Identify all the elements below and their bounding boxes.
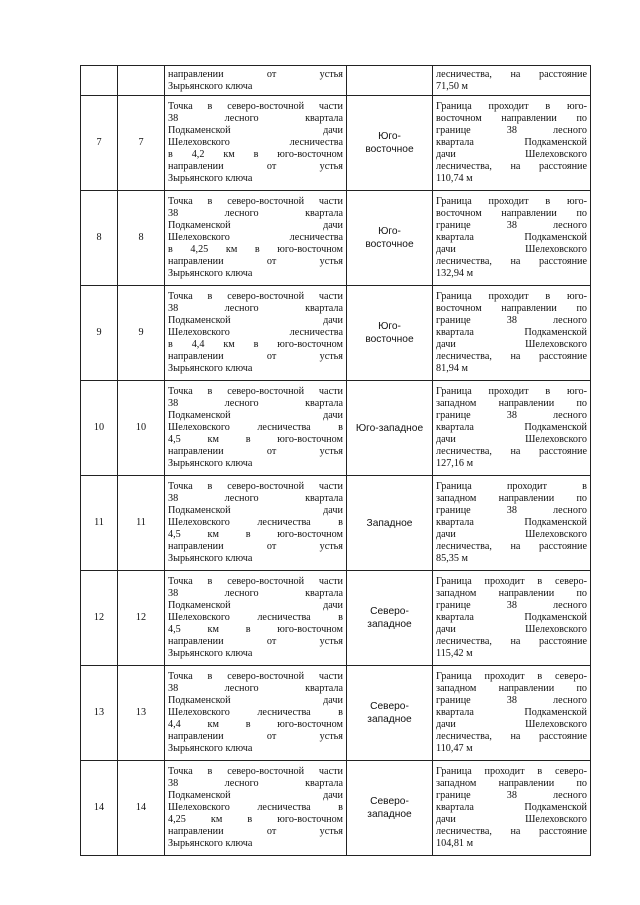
- text-line: Граница проходит в юго-: [436, 291, 587, 303]
- text-line: дачи Шелеховского: [436, 718, 587, 730]
- text-line: дачи Шелеховского: [436, 243, 587, 255]
- text-line: Шелеховского лесничества: [168, 137, 343, 149]
- text-line: лесничества, на расстояние: [436, 730, 587, 742]
- boundary-description-cell: [433, 761, 591, 856]
- boundary-description-cell: [433, 571, 591, 666]
- text-line: направлении от устья: [168, 68, 343, 80]
- text-line: направлении от устья: [168, 635, 343, 647]
- table-row: [81, 666, 591, 761]
- text-line: Точка в северо-восточной части: [168, 766, 343, 778]
- text-line: Граница проходит в юго-: [436, 196, 587, 208]
- text-line: в 4,25 км в юго-восточном: [168, 243, 343, 255]
- text-line: дачи Шелеховского: [436, 813, 587, 825]
- boundary-description-cell: [433, 96, 591, 191]
- text-line: границе 38 лесного: [436, 410, 587, 422]
- direction-label: западное: [367, 619, 412, 630]
- direction-label: восточное: [365, 144, 414, 155]
- text-line: 38 лесного квартала: [168, 778, 343, 790]
- direction-cell: [347, 66, 433, 96]
- direction-label: восточное: [365, 239, 414, 250]
- text-line: направлении от устья: [168, 730, 343, 742]
- text-line: Зырьянского ключа: [168, 647, 253, 659]
- text-line: 38 лесного квартала: [168, 683, 343, 695]
- text-line: квартала Подкаменской: [436, 802, 587, 814]
- text-line: лесничества, на расстояние: [436, 540, 587, 552]
- text-line: западном направлении по: [436, 683, 587, 695]
- point-number-cell: 12: [118, 571, 165, 666]
- direction-label: Северо-: [370, 606, 409, 617]
- text-line: квартала Подкаменской: [436, 232, 587, 244]
- point-number-cell: 7: [118, 96, 165, 191]
- text-line: 81,94 м: [436, 362, 468, 374]
- point-number-cell: 9: [118, 286, 165, 381]
- text-line: западном направлении по: [436, 588, 587, 600]
- point-number-cell: 8: [81, 191, 118, 286]
- table-row: [81, 66, 591, 96]
- text-line: Точка в северо-восточной части: [168, 576, 343, 588]
- point-number-cell: 9: [81, 286, 118, 381]
- table-row: [81, 286, 591, 381]
- text-line: 110,74 м: [436, 172, 473, 184]
- text-line: Шелеховского лесничества в: [168, 802, 343, 814]
- text-line: 4,4 км в юго-восточном: [168, 718, 343, 730]
- text-line: Точка в северо-восточной части: [168, 101, 343, 113]
- text-line: лесничества, на расстояние: [436, 825, 587, 837]
- text-line: Подкаменской дачи: [168, 410, 343, 422]
- text-line: квартала Подкаменской: [436, 517, 587, 529]
- text-line: 38 лесного квартала: [168, 398, 343, 410]
- direction-label: западное: [367, 809, 412, 820]
- text-line: дачи Шелеховского: [436, 528, 587, 540]
- text-line: границе 38 лесного: [436, 790, 587, 802]
- text-line: Подкаменской дачи: [168, 790, 343, 802]
- text-line: восточном направлении по: [436, 303, 587, 315]
- table-body: [81, 66, 591, 856]
- point-number-cell: [118, 66, 165, 96]
- text-line: направлении от устья: [168, 540, 343, 552]
- text-line: Зырьянского ключа: [168, 457, 253, 469]
- direction-label: Юго-: [378, 131, 401, 142]
- text-line: Шелеховского лесничества: [168, 232, 343, 244]
- text-line: Точка в северо-восточной части: [168, 386, 343, 398]
- text-line: Зырьянского ключа: [168, 172, 253, 184]
- direction-label: западное: [367, 714, 412, 725]
- direction-label: Юго-: [378, 321, 401, 332]
- direction-cell: [347, 571, 433, 666]
- text-line: восточном направлении по: [436, 208, 587, 220]
- text-line: Граница проходит в юго-: [436, 101, 587, 113]
- direction-cell: [347, 666, 433, 761]
- point-description-cell: [165, 761, 347, 856]
- text-line: лесничества, на расстояние: [436, 350, 587, 362]
- text-line: дачи Шелеховского: [436, 338, 587, 350]
- text-line: лесничества, на расстояние: [436, 160, 587, 172]
- text-line: западном направлении по: [436, 398, 587, 410]
- boundary-description-cell: [433, 66, 591, 96]
- text-line: Подкаменской дачи: [168, 315, 343, 327]
- text-line: Подкаменской дачи: [168, 220, 343, 232]
- point-description-cell: [165, 96, 347, 191]
- boundary-description-cell: [433, 476, 591, 571]
- text-line: Зырьянского ключа: [168, 837, 253, 849]
- text-line: 71,50 м: [436, 80, 468, 92]
- text-line: Шелеховского лесничества в: [168, 517, 343, 529]
- text-line: квартала Подкаменской: [436, 707, 587, 719]
- text-line: направлении от устья: [168, 160, 343, 172]
- text-line: квартала Подкаменской: [436, 137, 587, 149]
- table-row: [81, 761, 591, 856]
- text-line: границе 38 лесного: [436, 505, 587, 517]
- text-line: Точка в северо-восточной части: [168, 671, 343, 683]
- text-line: Граница проходит в северо-: [436, 766, 587, 778]
- table-row: [81, 191, 591, 286]
- point-description-cell: [165, 286, 347, 381]
- point-number-cell: [81, 66, 118, 96]
- direction-label: Западное: [366, 517, 413, 529]
- text-line: Зырьянского ключа: [168, 362, 253, 374]
- text-line: Точка в северо-восточной части: [168, 291, 343, 303]
- direction-cell: [347, 761, 433, 856]
- direction-label: восточное: [365, 334, 414, 345]
- text-line: 110,47 м: [436, 742, 473, 754]
- boundary-points-table: [80, 65, 591, 856]
- text-line: границе 38 лесного: [436, 315, 587, 327]
- boundary-description-cell: [433, 666, 591, 761]
- point-number-cell: 10: [81, 381, 118, 476]
- direction-label: Юго-западное: [355, 422, 424, 434]
- point-description-cell: [165, 381, 347, 476]
- point-number-cell: 12: [81, 571, 118, 666]
- text-line: восточном направлении по: [436, 113, 587, 125]
- boundary-description-cell: [433, 286, 591, 381]
- text-line: Граница проходит в: [436, 481, 587, 493]
- direction-label: Северо-: [370, 701, 409, 712]
- text-line: Подкаменской дачи: [168, 695, 343, 707]
- text-line: Подкаменской дачи: [168, 600, 343, 612]
- direction-label: Юго-: [378, 226, 401, 237]
- text-line: границе 38 лесного: [436, 125, 587, 137]
- table-row: [81, 381, 591, 476]
- text-line: западном направлении по: [436, 778, 587, 790]
- text-line: Шелеховского лесничества в: [168, 707, 343, 719]
- text-line: границе 38 лесного: [436, 695, 587, 707]
- text-line: 38 лесного квартала: [168, 303, 343, 315]
- text-line: границе 38 лесного: [436, 600, 587, 612]
- text-line: 38 лесного квартала: [168, 208, 343, 220]
- text-line: Шелеховского лесничества в: [168, 612, 343, 624]
- boundary-description-cell: [433, 191, 591, 286]
- point-number-cell: 13: [81, 666, 118, 761]
- text-line: Подкаменской дачи: [168, 125, 343, 137]
- text-line: Зырьянского ключа: [168, 80, 253, 92]
- table-row: [81, 476, 591, 571]
- point-description-cell: [165, 191, 347, 286]
- point-number-cell: 14: [118, 761, 165, 856]
- text-line: 85,35 м: [436, 552, 468, 564]
- text-line: лесничества, на расстояние: [436, 255, 587, 267]
- text-line: лесничества, на расстояние: [436, 68, 587, 80]
- boundary-description-cell: [433, 381, 591, 476]
- direction-cell: [347, 286, 433, 381]
- point-description-cell: [165, 571, 347, 666]
- direction-label: Северо-: [370, 796, 409, 807]
- point-number-cell: 14: [81, 761, 118, 856]
- direction-cell: [347, 96, 433, 191]
- text-line: квартала Подкаменской: [436, 612, 587, 624]
- point-number-cell: 13: [118, 666, 165, 761]
- text-line: направлении от устья: [168, 350, 343, 362]
- direction-cell: [347, 381, 433, 476]
- text-line: в 4,2 км в юго-восточном: [168, 148, 343, 160]
- text-line: Точка в северо-восточной части: [168, 196, 343, 208]
- text-line: Зырьянского ключа: [168, 742, 253, 754]
- text-line: Точка в северо-восточной части: [168, 481, 343, 493]
- text-line: 132,94 м: [436, 267, 474, 279]
- text-line: квартала Подкаменской: [436, 327, 587, 339]
- text-line: направлении от устья: [168, 255, 343, 267]
- text-line: лесничества, на расстояние: [436, 445, 587, 457]
- point-description-cell: [165, 476, 347, 571]
- text-line: 4,5 км в юго-восточном: [168, 623, 343, 635]
- text-line: 4,5 км в юго-восточном: [168, 528, 343, 540]
- text-line: 115,42 м: [436, 647, 473, 659]
- text-line: западном направлении по: [436, 493, 587, 505]
- point-number-cell: 10: [118, 381, 165, 476]
- text-line: границе 38 лесного: [436, 220, 587, 232]
- text-line: квартала Подкаменской: [436, 422, 587, 434]
- text-line: дачи Шелеховского: [436, 148, 587, 160]
- text-line: дачи Шелеховского: [436, 433, 587, 445]
- direction-cell: [347, 476, 433, 571]
- text-line: 38 лесного квартала: [168, 493, 343, 505]
- table-row: [81, 96, 591, 191]
- text-line: Граница проходит в юго-: [436, 386, 587, 398]
- direction-cell: [347, 191, 433, 286]
- text-line: 127,16 м: [436, 457, 474, 469]
- point-number-cell: 11: [118, 476, 165, 571]
- text-line: 38 лесного квартала: [168, 588, 343, 600]
- text-line: Шелеховского лесничества: [168, 327, 343, 339]
- table-row: [81, 571, 591, 666]
- text-line: 104,81 м: [436, 837, 474, 849]
- text-line: лесничества, на расстояние: [436, 635, 587, 647]
- text-line: 4,25 км в юго-восточном: [168, 813, 343, 825]
- text-line: Граница проходит в северо-: [436, 576, 587, 588]
- point-number-cell: 8: [118, 191, 165, 286]
- text-line: 38 лесного квартала: [168, 113, 343, 125]
- text-line: Зырьянского ключа: [168, 267, 253, 279]
- text-line: Зырьянского ключа: [168, 552, 253, 564]
- text-line: направлении от устья: [168, 445, 343, 457]
- point-description-cell: [165, 666, 347, 761]
- text-line: Граница проходит в северо-: [436, 671, 587, 683]
- text-line: Подкаменской дачи: [168, 505, 343, 517]
- point-number-cell: 7: [81, 96, 118, 191]
- text-line: Шелеховского лесничества в: [168, 422, 343, 434]
- text-line: в 4,4 км в юго-восточном: [168, 338, 343, 350]
- text-line: направлении от устья: [168, 825, 343, 837]
- point-description-cell: [165, 66, 347, 96]
- text-line: дачи Шелеховского: [436, 623, 587, 635]
- point-number-cell: 11: [81, 476, 118, 571]
- text-line: 4,5 км в юго-восточном: [168, 433, 343, 445]
